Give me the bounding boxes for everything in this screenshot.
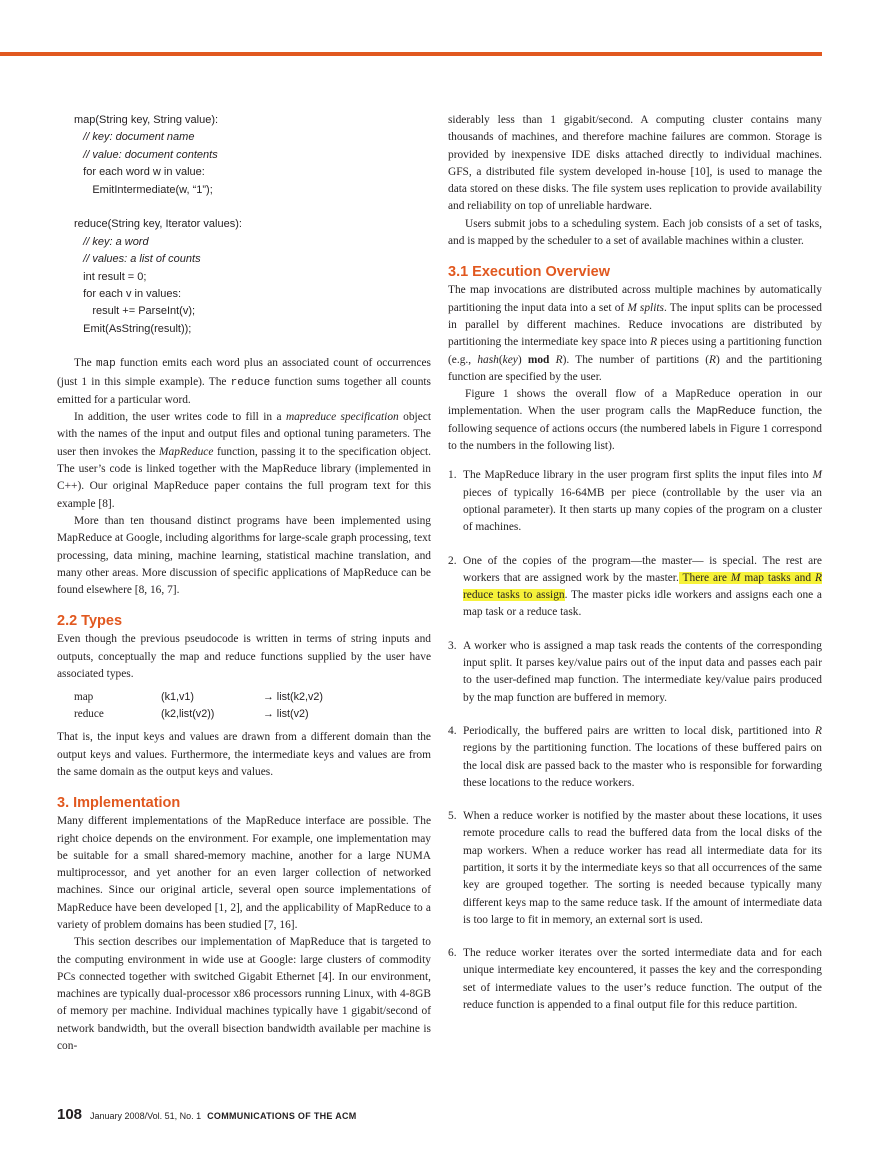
code-line: for each word w in value: (83, 166, 205, 179)
paragraph-environment: This section describes our implementation of MapReduce that is targeted to the computing environment in wide use at Google: large clusters of commodity PCs connected together with switched Gigabit Ethernet [4]. In our environment, machines are typically dual-processor x86 processors running Linux, with 4-8GB of memory per machine. Individual machines typically have 1 gigabit/second of network bandwidth, but the overall bisection bandwidth available per machine is con- (57, 936, 431, 1053)
paragraph-figure-flow: Figure 1 shows the overall flow of a MapReduce operation in our implementation. When the user program calls the MapReduce function, the following sequence of actions occurs (the numbered labels in Figure 1 correspond to the numbers in the following list). (448, 388, 822, 453)
page-number: 108 (57, 1106, 83, 1123)
list-item: 1. The MapReduce library in the user program first splits the input files into M pieces of typically 16-64MB per piece (controllable by the user via an optional parameter). It then starts up many copies of the program on a cluster of machines. (448, 469, 822, 534)
paragraph-implementations: Many different implementations of the MapReduce interface are possible. The right choice depends on the environment. For example, one implementation may be suitable for a small shared-memory machine, another for a large NUMA multiprocessor, and yet another for an even larger collection of networked machines. Since our original article, several open source implementations of MapReduce have been developed [1, 2], and the applicability of MapReduce to a variety of problem domains has been studied [7, 16]. (57, 815, 431, 931)
code-line: result += ParseInt(v); (92, 305, 196, 318)
code-comment: // value: document contents (83, 148, 218, 161)
left-column (57, 112, 431, 1055)
text-highlight: There are M map tasks and R reduce tasks to assign (463, 571, 822, 602)
right-column (448, 112, 822, 1030)
types-row: map (k1,v1) → list(k2,v2) (74, 691, 323, 704)
paragraph-domains: That is, the input keys and values are drawn from a different domain than the output keys and values. Furthermore, the intermediate keys and values are from the same domain as the output keys and values. (57, 731, 431, 778)
types-table (74, 689, 431, 723)
code-line: Emit(AsString(result)); (83, 322, 192, 335)
pseudocode-block (74, 112, 431, 338)
inline-code: MapReduce (696, 405, 756, 418)
inline-code: map (95, 358, 116, 371)
paragraph-types-intro: Even though the previous pseudocode is written in terms of string inputs and outputs, conceptually the map and reduce functions supplied by the user have associated types. (57, 633, 431, 681)
list-item: 4. Periodically, the buffered pairs are written to local disk, partitioned into R regions by the partitioning function. The locations of these buffered pairs on the local disk are passed back to the master who is responsible for forwarding these locations to the reduce workers. (448, 724, 822, 789)
paragraph-programs: More than ten thousand distinct programs have been implemented using MapReduce at Google, including algorithms for large-scale graph processing, text processing, data mining, machine learning, statistical machine translation, and many other areas. More discussion of specific applications of MapReduce can be found elsewhere [8, 16, 7]. (57, 514, 431, 597)
code-line: int result = 0; (83, 270, 147, 283)
list-item: 3. A worker who is assigned a map task reads the contents of the corresponding input split. It parses key/value pairs out of the input data and passes each pair to the user-defined map function. The intermediate key/value pairs produced by the map function are buffered in memory. (448, 639, 822, 704)
code-comment: // values: a list of counts (83, 253, 201, 266)
header-rule (0, 52, 822, 56)
issue-info: January 2008/Vol. 51, No. 1 (90, 1111, 202, 1121)
list-item: 6. The reduce worker iterates over the sorted intermediate data and for each unique intermediate key encountered, it passes the key and the corresponding set of intermediate values to the user’s reduce function. The output of the reduce function is appended to a final output file for this reduce partition. (448, 947, 822, 1012)
code-line: map(String key, String value): (74, 114, 219, 126)
page-footer (57, 1106, 357, 1123)
code-comment: // key: a word (83, 235, 149, 248)
paragraph-cluster: siderably less than 1 gigabit/second. A computing cluster contains many thousands of machines, and therefore machine failures are common. Storage is provided by inexpensive IDE disks attached directly to individual machines. GFS, a distributed file system developed in-house [10], is used to manage the data stored on these disks. The file system uses replication to provide availability and reliability on top of unreliable hardware. (448, 114, 822, 213)
section-heading-execution-overview: 3.1 Execution Overview (448, 264, 610, 281)
paragraph-specification: In addition, the user writes code to fill in a mapreduce specification object with the names of the input and output files and optional tuning parameters. The user then invokes the MapReduce function, passing it to the specification object. The user’s code is linked together with the MapReduce library (implemented in C++). Our original MapReduce paper contains the full program text for this example [8]. (57, 411, 431, 510)
code-line: reduce(String key, Iterator values): (74, 218, 242, 231)
types-row: reduce (k2,list(v2)) → list(v2) (74, 708, 309, 721)
code-comment: // key: document name (83, 131, 195, 144)
paragraph-partitioning: The map invocations are distributed across multiple machines by automatically partitioning the input data into a set of M splits. The input splits can be processed in parallel by different machines. Reduce invocations are distributed by partitioning the intermediate key space into R pieces using a partitioning function (e.g., hash(key) mod R). The number of partitions (R) and the partitioning function are specified by the user. (448, 284, 822, 383)
section-heading-implementation: 3. Implementation (57, 795, 181, 812)
list-item: 5. When a reduce worker is notified by the master about these locations, it uses remote procedure calls to read the buffered data from the local disks of the map workers. When a reduce worker has read all intermediate data for its partition, it sorts it by the intermediate keys so that all occurrences of the same key are grouped together. The sorting is needed because typically many different keys map to the same reduce task. If the amount of intermediate data is too large to fit in memory, an external sort is used. (448, 810, 822, 926)
paragraph-map-function: The map function emits each word plus an associated count of occurrences (just 1 in this simple example). The reduce function sums together all counts emitted for a particular word. (57, 357, 431, 406)
code-line: EmitIntermediate(w, “1”); (92, 183, 213, 196)
list-item: 2. One of the copies of the program—the master— is special. The rest are workers that are assigned work by the master. There are M map tasks and R reduce tasks to assign. The master picks idle workers and assigns each one a map task or a reduce task. (448, 554, 822, 619)
inline-code: reduce (230, 376, 271, 389)
code-line: for each v in values: (83, 288, 182, 301)
paragraph-scheduling: Users submit jobs to a scheduling system. Each job consists of a set of tasks, and is mapped by the scheduler to a set of available machines within a cluster. (448, 217, 822, 248)
section-heading-types: 2.2 Types (57, 613, 123, 630)
execution-steps-list (448, 467, 822, 1014)
magazine-title: COMMUNICATIONS OF THE ACM (207, 1111, 357, 1121)
